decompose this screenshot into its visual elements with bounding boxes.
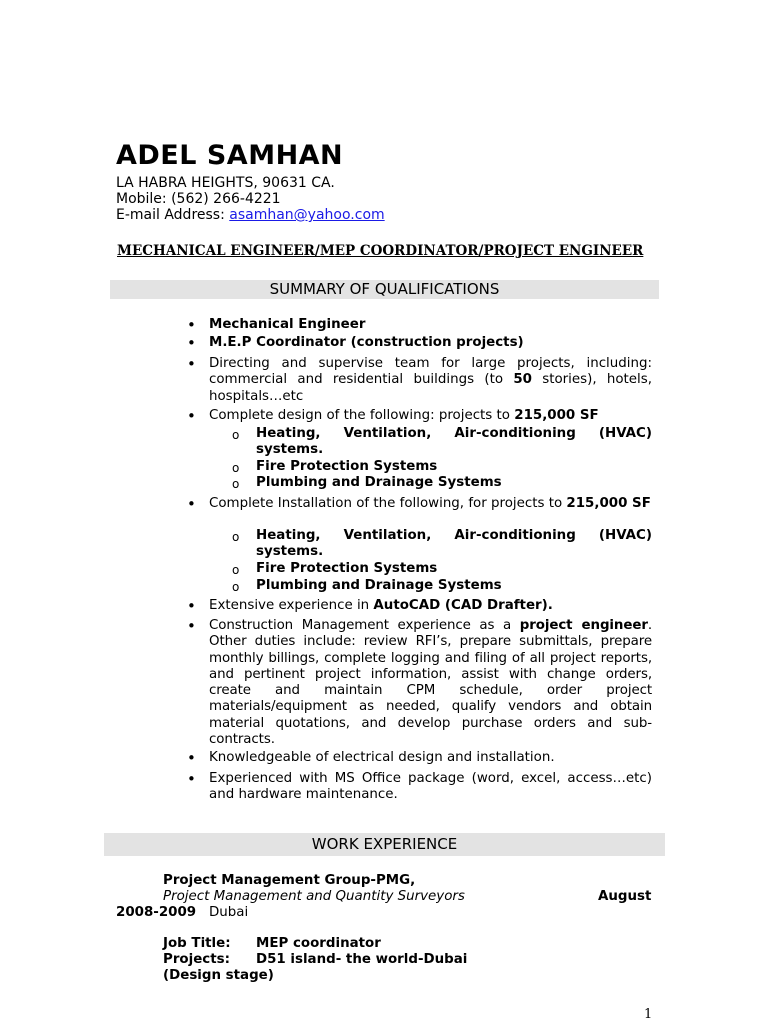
- work-heading: WORK EXPERIENCE: [104, 833, 665, 856]
- sub-bullet-icon: o: [232, 530, 240, 544]
- list-item: [209, 317, 652, 333]
- item-text: M.E.P Coordinator (construction projects): [209, 335, 524, 350]
- item-text: Complete design of the following: projects to: [209, 408, 515, 423]
- project-stage: (Design stage): [163, 968, 274, 983]
- sub-bullet-icon: o: [232, 477, 240, 491]
- bullet-icon: •: [187, 617, 196, 635]
- list-item: [209, 618, 652, 748]
- page-number: 1: [644, 1007, 653, 1022]
- sub-item: Plumbing and Drainage Systems: [256, 578, 502, 593]
- item-text: Mechanical Engineer: [209, 317, 366, 332]
- projects-label: Projects:: [163, 952, 230, 967]
- list-item: [209, 356, 652, 405]
- sub-item: Heating, Ventilation, Air-conditioning (HVAC) systems.: [256, 426, 652, 458]
- item-bold: 215,000 SF: [566, 496, 651, 511]
- summary-heading: SUMMARY OF QUALIFICATIONS: [110, 280, 659, 299]
- list-item: [209, 496, 652, 512]
- sub-bullet-icon: o: [232, 461, 240, 475]
- item-text: . Other duties include: review RFI’s, prepare submittals, prepare monthly billings, complete logging and filing of all project reports, and pertinent project information, assist with change orders, create and maintain CPM schedule, order project materials/equipment as needed, qualify vendors and obtain material quotations, and develop purchase orders and sub-contracts.: [209, 618, 652, 748]
- sub-bullet-icon: o: [232, 563, 240, 577]
- mobile-phone: Mobile: (562) 266-4221: [116, 191, 281, 207]
- email-line: [116, 207, 385, 223]
- company-name: Project Management Group-PMG,: [163, 873, 416, 888]
- sub-bullet-icon: o: [232, 580, 240, 594]
- sub-item: Heating, Ventilation, Air-conditioning (HVAC) systems.: [256, 528, 652, 560]
- email-label: E-mail Address:: [116, 207, 230, 223]
- job-title-label: Job Title:: [163, 936, 231, 951]
- candidate-name: ADEL SAMHAN: [116, 140, 344, 171]
- item-bold: 50: [513, 372, 532, 388]
- item-bold: AutoCAD (CAD Drafter).: [373, 598, 553, 613]
- address: LA HABRA HEIGHTS, 90631 CA.: [116, 175, 335, 191]
- item-bold: project engineer: [519, 618, 648, 633]
- list-item: [209, 335, 652, 351]
- bullet-icon: •: [187, 407, 196, 425]
- objective-title: MECHANICAL ENGINEER/MEP COORDINATOR/PROJECT ENGINEER: [117, 243, 644, 259]
- list-item: [209, 408, 652, 424]
- bullet-icon: •: [187, 749, 196, 767]
- list-item: [209, 598, 652, 614]
- project-name: D51 island- the world-Dubai: [256, 952, 468, 967]
- bullet-icon: •: [187, 597, 196, 615]
- item-text: Complete Installation of the following, for projects to: [209, 496, 567, 511]
- bullet-icon: •: [187, 495, 196, 513]
- item-text: Directing and supervise team for large projects, including: commercial and residential buildings (to: [209, 356, 652, 388]
- item-bold: 215,000 SF: [514, 408, 599, 423]
- bullet-icon: •: [187, 770, 196, 788]
- bullet-icon: •: [187, 355, 196, 373]
- bullet-icon: •: [187, 334, 196, 352]
- sub-item: Fire Protection Systems: [256, 459, 438, 474]
- item-text: stories), hotels, hospitals…etc: [209, 372, 652, 404]
- list-item: Experienced with MS Office package (word, excel, access…etc) and hardware maintenance.: [209, 771, 652, 803]
- company-description: Project Management and Quantity Surveyors: [163, 889, 465, 904]
- list-item: Knowledgeable of electrical design and installation.: [209, 750, 555, 765]
- date-years: 2008-2009: [116, 905, 197, 920]
- sub-item: Fire Protection Systems: [256, 561, 438, 576]
- sub-item: Plumbing and Drainage Systems: [256, 475, 502, 490]
- item-text: Extensive experience in: [209, 598, 374, 613]
- job-title: MEP coordinator: [256, 936, 381, 951]
- email-link[interactable]: asamhan@yahoo.com: [229, 207, 385, 223]
- location: Dubai: [209, 905, 249, 920]
- bullet-icon: •: [187, 316, 196, 334]
- date-month: August: [598, 889, 652, 904]
- sub-bullet-icon: o: [232, 428, 240, 442]
- item-text: Construction Management experience as a: [209, 618, 520, 633]
